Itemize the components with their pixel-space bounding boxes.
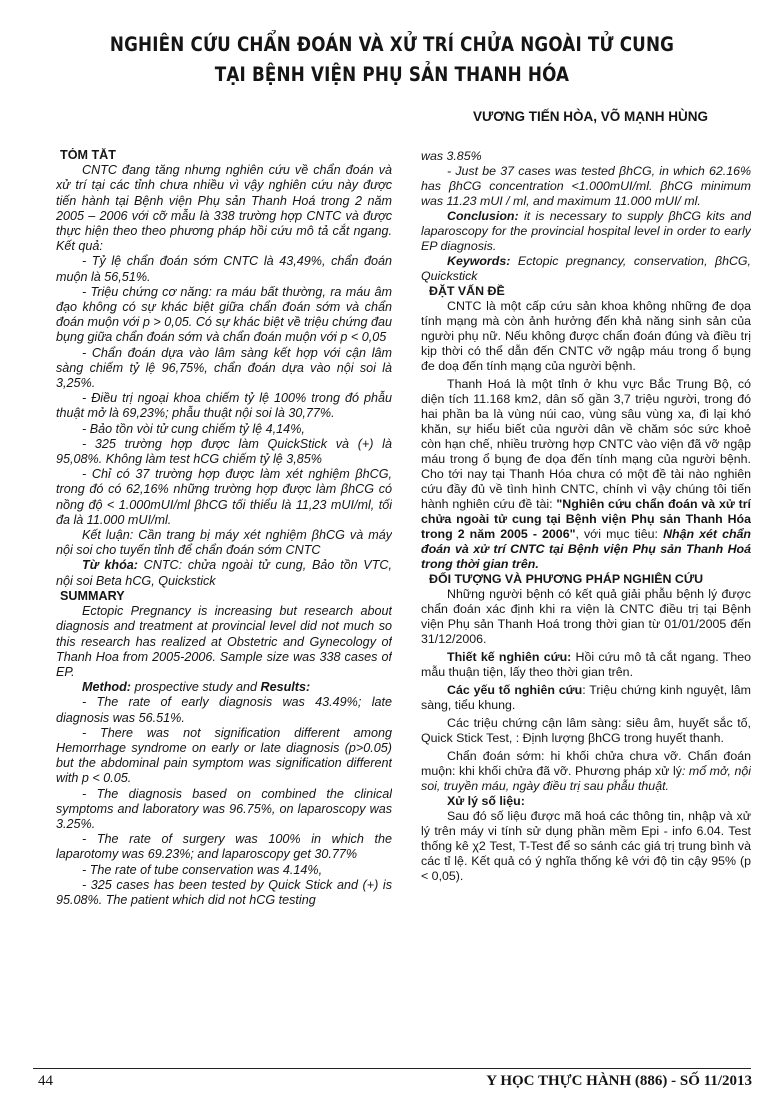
design-label: Thiết kế nghiên cứu:	[447, 650, 572, 664]
abstract-vi-result-4: - Điều trị ngoại khoa chiếm tỷ lệ 100% trong đó phẫu thuật mở là 69,23%; phẫu thuật nội soi là 30,77%.	[56, 391, 392, 421]
summary-result-1: - The rate of early diagnosis was 43.49%; late diagnosis was 56.51%.	[56, 695, 392, 725]
summary-result-4: - The rate of surgery was 100% in which the laparotomy was 69.23%; and laparoscopy get 30.77%	[56, 832, 392, 862]
methods-design	[421, 650, 751, 680]
keywords-en-label: Keywords:	[447, 254, 511, 268]
intro-p2-study-title: "Nghiên cứu chẩn đoán và xử trí chửa ngoài tử cung tại Bệnh viện Phụ sản Thanh Hóa trong 2 năm 2005 - 2006"	[421, 497, 751, 541]
article-title	[89, 30, 694, 90]
methods-factors	[421, 683, 751, 713]
abstract-vi-result-1: - Tỷ lệ chẩn đoán sớm CNTC là 43,49%, chẩn đoán muộn là 56,51%.	[56, 254, 392, 284]
summary-heading: SUMMARY	[60, 588, 125, 603]
abstract-vi-result-3: - Chẩn đoán dựa vào lâm sàng kết hợp với cận lâm sàng chiếm tỷ lệ 96,75%, chẩn đoán dựa vào nội soi là 3,25%.	[56, 345, 392, 391]
intro-paragraph-1: CNTC là một cấp cứu sản khoa không những đe dọa tính mạng mà còn ảnh hưởng đến khả năng sinh sản của người phụ nữ. Nếu không được chẩn đoán đúng và điều trị kịp thời có thể dẫn đến CNTC vỡ ngập máu trong ổ bụng đe doạ đến tính mạng của người bệnh.	[421, 299, 751, 373]
methods-subjects: Những người bệnh có kết quả giải phẫu bệnh lý được chẩn đoán xác định khi ra viện là CNTC điều trị tại Bệnh viện Phụ sản Thanh Hoá trong thời gian từ 01/01/2005 đến 31/12/2006.	[421, 587, 751, 646]
intro-p2-text: Thanh Hoá là một tỉnh ở khu vực Bắc Trung Bộ, có diện tích 11.168 km2, dân số gần 3,7 triệu người, trong đó hai phần ba là vùng núi cao, vùng sâu vùng xa, đi lại khó khăn, sự hiểu biết của người dân về chăm sóc sức khoẻ còn hạn chế, nhiều trường hợp CNTC vào viện đã vỡ ngập máu trong ổ bụng đe dọa đến tính mạng của người bệnh. Cho tới nay tại Thanh Hóa chưa có một đề tài nào nghiên cứu đầy đủ về tình hình CNTC, chính vì vậy chúng tôi tiến hành nghiên cứu đề tài:	[421, 377, 751, 511]
summary-result-6: - 325 cases has been tested by Quick Stick and (+) is 95.08%. The patient which did not hCG testing	[56, 877, 392, 907]
summary-result-5: - The rate of tube conservation was 4.14%,	[82, 862, 323, 877]
abstract-vi-intro: CNTC đang tăng nhưng nghiên cứu về chẩn đoán và xử trí tại các tỉnh chưa nhiều vì vậy nghiên cứu này được tiến hành tại Bệnh viện Phụ sản Thanh Hoá trong 2 năm 2005 – 2006 với cỡ mẫu là 338 trường hợp CNTC và được thực hiện theo theo phương pháp hồi cứu mô tả cắt ngang. Kết quả:	[56, 163, 392, 254]
factors-label: Các yếu tố nghiên cứu	[447, 683, 583, 697]
method-label: Method:	[82, 680, 131, 695]
design-text: Hồi cứu mô tả cắt ngang. Theo mẫu thuận tiện, lấy theo thời gian trên.	[421, 650, 751, 679]
methods-data-processing: Sau đó số liệu được mã hoá các thông tin, nhập và xử lý trên máy vi tính sử dụng phần mềm Epi - info 6.04. Test thống kê χ2 Test, T-Test để so sánh các giá trị trung bình và các tỉ lệ. Kết quả có ý nghĩa thống kê với độ tin cậy 95% (p < 0,05).	[421, 809, 751, 883]
authors: VƯƠNG TIẾN HÒA, VÕ MẠNH HÙNG	[473, 109, 708, 124]
intro-p2-objective: Nhận xét chẩn đoán và xử trí CNTC tại Bệnh viện Phụ sản Thanh Hoá trong thời gian trên.	[421, 527, 751, 571]
abstract-vi-result-6: - 325 trường hợp được làm QuickStick và (+) là 95,08%. Không làm test hCG chiếm tỷ lệ 3,85%	[56, 436, 392, 467]
conclusion-label: Conclusion:	[447, 209, 519, 223]
intro-p2-objective-prefix: , với mục tiêu:	[575, 527, 664, 541]
diagnosis-def-b: i khối chửa chưa vỡ. Chẩn đoán muộn: khi khối chửa đã vỡ. Phương pháp xử lý	[421, 749, 751, 778]
footer-rule	[33, 1068, 751, 1069]
page-number: 44	[38, 1073, 53, 1089]
abstract-vi-result-5: - Bảo tồn vòi tử cung chiếm tỷ lệ 4,14%,	[82, 421, 305, 436]
abstract-vi-conclusion: Kết luận: Cần trang bị máy xét nghiệm βhCG và máy nội soi cho tuyến tỉnh để chẩn đoán sớm CNTC	[56, 528, 392, 558]
abstract-vi-result-7: - Chỉ có 37 trường hợp được làm xét nghiệm βhCG, trong đó có 62,16% những trường hợp được làm βhCG có nồng độ < 1.000mUI/ml βhCG tối thiểu là 11,23 mUI/ml, tối đa là 11.000 mUI/ml.	[56, 467, 392, 527]
title-line-1: NGHIÊN CỨU CHẨN ĐOÁN VÀ XỬ TRÍ CHỬA NGOÀI TỬ CUNG	[109, 33, 675, 56]
summary-method	[56, 680, 392, 695]
intro-paragraph-2	[421, 377, 751, 572]
journal-footer: Y HỌC THỰC HÀNH (886) - SỐ 11/2013	[486, 1073, 752, 1089]
methods-paraclinical: Các triệu chứng cận lâm sàng: siêu âm, huyết sắc tố, Quick Stick Test, : Định lượng βhCG trong huyết thanh.	[421, 716, 751, 745]
left-column	[56, 148, 392, 1038]
keywords-en-text: Ectopic pregnancy, conservation, βhCG, Quickstick	[421, 254, 751, 283]
summary-keywords	[421, 254, 751, 284]
diagnosis-def-c: : mổ mở, nội soi, truyền máu, ngày điều trị sau phẫu thuật.	[421, 764, 751, 793]
abstract-vi-result-2: - Triệu chứng cơ năng: ra máu bất thường, ra máu âm đạo không có sự khác biệt giữa chẩn đoán sớm và chẩn đoán muộn với p > 0,05. Có sự khác biệt về triệu chứng đau bụng giữa chẩn đoán sớm và chẩn đoán muộn với p < 0,05	[56, 284, 392, 345]
xuly-heading: Xử lý số liệu:	[447, 794, 525, 808]
summary-result-3: - The diagnosis based on combined the clinical symptoms and laboratory was 96.75%, on laparoscopy was 3.25%.	[56, 786, 392, 831]
methods-diagnosis-def	[421, 749, 751, 794]
summary-result-6-cont: was 3.85%	[421, 149, 482, 163]
conclusion-text: it is necessary to supply βhCG kits and laparoscopy for the provincial hospital level in order to early EP diagnosis.	[421, 209, 751, 253]
summary-result-7: - Just be 37 cases was tested βhCG, in which 62.16% has βhCG concentration <1.000mUI/ml. βhCG minimum was 11.23 mUI / ml, and maximum 11.000 mUI/ ml.	[421, 164, 751, 208]
keywords-label: Từ khóa:	[82, 558, 138, 573]
results-label: Results:	[260, 680, 311, 695]
diagnosis-def-a: Chẩn đoán sớm: h	[447, 749, 558, 763]
right-column	[421, 149, 751, 1029]
summary-conclusion	[421, 209, 751, 254]
datvande-heading: ĐẶT VẤN ĐỀ	[429, 284, 505, 298]
factors-text: : Triệu chứng kinh nguyệt, lâm sàng, tiểu khung.	[421, 683, 751, 712]
doituong-heading: ĐỐI TƯỢNG VÀ PHƯƠNG PHÁP NGHIÊN CỨU	[429, 572, 704, 586]
title-line-2: TẠI BỆNH VIỆN PHỤ SẢN THANH HÓA	[214, 63, 570, 86]
summary-result-2: - There was not signification different among Hemorrhage syndrome on early or late diagnosis (p>0.05) but the abdominal pain symptom was signification different with p < 0.05.	[56, 725, 392, 786]
summary-intro: Ectopic Pregnancy is increasing but research about diagnosis and treatment at provincial level did not much so this research has realized at Obstetric and Gynecology of Thanh Hoa from 2005-2006. Sample size was 338 cases of EP.	[56, 604, 392, 679]
abstract-vi-keywords	[56, 558, 392, 588]
keywords-text: CNTC: chửa ngoài tử cung, Bảo tồn VTC, nội soi Beta hCG, Quickstick	[56, 558, 392, 588]
tomtat-heading: TÓM TẮT	[60, 148, 116, 162]
method-text: prospective study and	[130, 680, 261, 695]
